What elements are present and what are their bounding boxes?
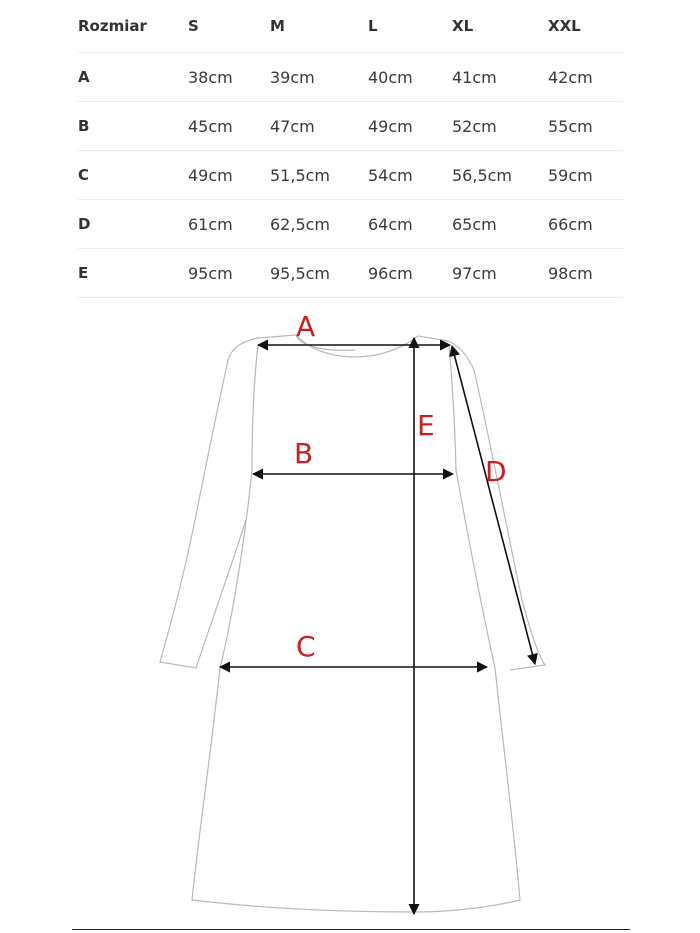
table-row bbox=[78, 102, 623, 151]
table-cell: 54cm bbox=[368, 151, 452, 200]
table-cell: 47cm bbox=[270, 102, 368, 151]
table-cell: 97cm bbox=[452, 249, 548, 298]
row-label: C bbox=[78, 151, 188, 200]
table-cell: 66cm bbox=[548, 200, 623, 249]
table-cell: 95,5cm bbox=[270, 249, 368, 298]
table-cell: 62,5cm bbox=[270, 200, 368, 249]
table-row bbox=[78, 53, 623, 102]
header-size-l: L bbox=[368, 0, 452, 53]
table-cell: 65cm bbox=[452, 200, 548, 249]
measurement-d-arrow bbox=[452, 346, 535, 664]
bottom-divider bbox=[72, 929, 630, 930]
label-c: C bbox=[296, 630, 316, 663]
table-cell: 39cm bbox=[270, 53, 368, 102]
table-cell: 49cm bbox=[368, 102, 452, 151]
label-e: E bbox=[417, 409, 435, 442]
dress-measurement-diagram bbox=[0, 300, 700, 933]
header-size-m: M bbox=[270, 0, 368, 53]
table-cell: 59cm bbox=[548, 151, 623, 200]
table-cell: 41cm bbox=[452, 53, 548, 102]
table-cell: 38cm bbox=[188, 53, 270, 102]
header-size-s: S bbox=[188, 0, 270, 53]
table-cell: 95cm bbox=[188, 249, 270, 298]
table-cell: 40cm bbox=[368, 53, 452, 102]
table-cell: 42cm bbox=[548, 53, 623, 102]
table-row bbox=[78, 151, 623, 200]
table-cell: 96cm bbox=[368, 249, 452, 298]
table-cell: 64cm bbox=[368, 200, 452, 249]
table-cell: 56,5cm bbox=[452, 151, 548, 200]
table-cell: 61cm bbox=[188, 200, 270, 249]
label-b: B bbox=[294, 437, 314, 470]
row-label: E bbox=[78, 249, 188, 298]
header-size-label: Rozmiar bbox=[78, 0, 188, 53]
table-cell: 49cm bbox=[188, 151, 270, 200]
row-label: D bbox=[78, 200, 188, 249]
size-table bbox=[78, 0, 623, 298]
header-size-xxl: XXL bbox=[548, 0, 623, 53]
table-cell: 45cm bbox=[188, 102, 270, 151]
row-label: B bbox=[78, 102, 188, 151]
header-size-xl: XL bbox=[452, 0, 548, 53]
table-row bbox=[78, 200, 623, 249]
label-d: D bbox=[485, 455, 507, 488]
table-cell: 98cm bbox=[548, 249, 623, 298]
table-cell: 55cm bbox=[548, 102, 623, 151]
table-row bbox=[78, 249, 623, 298]
table-header-row bbox=[78, 0, 623, 53]
dress-outline bbox=[160, 335, 545, 912]
label-a: A bbox=[296, 310, 316, 343]
row-label: A bbox=[78, 53, 188, 102]
table-cell: 52cm bbox=[452, 102, 548, 151]
table-cell: 51,5cm bbox=[270, 151, 368, 200]
